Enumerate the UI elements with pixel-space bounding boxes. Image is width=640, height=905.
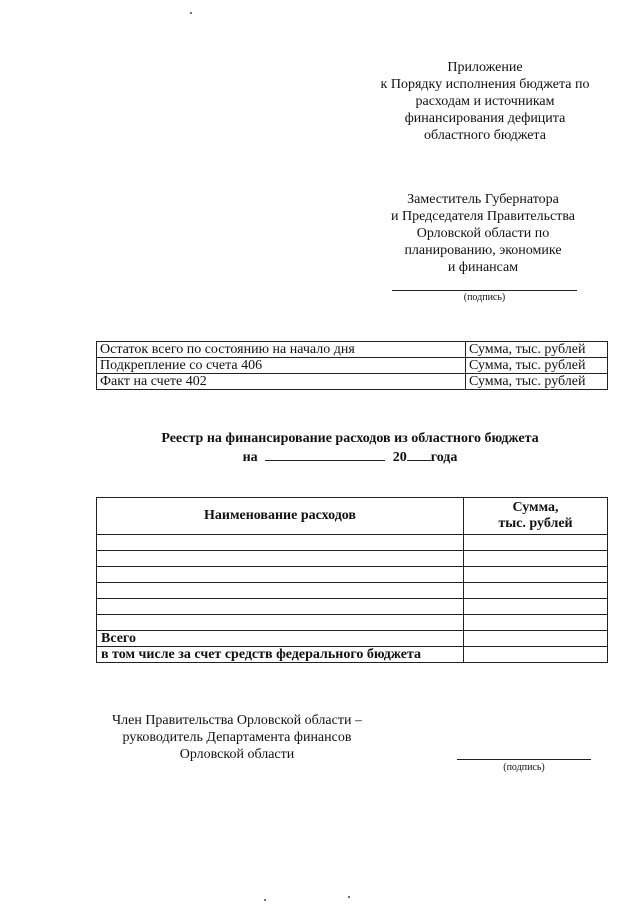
approval-line: Приложение — [447, 60, 523, 75]
col-header-sum — [464, 498, 608, 535]
approval-line: финансирования дефицита — [404, 111, 566, 126]
balance-label: Остаток всего по состоянию на начало дня — [97, 342, 466, 358]
table-cell — [97, 599, 464, 615]
registry-year-prefix: 20 — [392, 450, 407, 465]
approval-line: расходам и источникам — [415, 94, 555, 109]
member-line: Член Правительства Орловской области – — [112, 713, 362, 728]
deputy-line: и финансам — [447, 260, 519, 275]
balance-table — [96, 341, 608, 390]
scan-speck — [190, 12, 192, 14]
registry-year-suffix: года — [430, 450, 458, 465]
table-row — [97, 358, 608, 374]
table-cell — [464, 551, 608, 567]
table-header-row — [97, 498, 608, 535]
table-cell — [464, 615, 608, 631]
deputy-line: Заместитель Губернатора — [407, 192, 559, 207]
member-line: руководитель Департамента финансов — [122, 730, 352, 745]
approval-block — [360, 59, 610, 144]
table-cell — [97, 551, 464, 567]
table-cell — [464, 535, 608, 551]
balance-label: Факт на счете 402 — [97, 374, 466, 390]
registry-title-text: Реестр на финансирование расходов из областного бюджета — [161, 431, 539, 446]
table-cell — [464, 583, 608, 599]
col-header-sum-line1: Сумма, — [512, 500, 559, 515]
total-row — [97, 631, 608, 647]
deputy-signature-caption: (подпись) — [463, 292, 506, 303]
approval-line: областного бюджета — [424, 128, 546, 143]
table-cell — [464, 567, 608, 583]
deputy-line: планированию, экономике — [404, 243, 562, 258]
table-row — [97, 374, 608, 390]
member-signature-caption: (подпись) — [503, 762, 545, 773]
balance-value: Сумма, тыс. рублей — [466, 358, 608, 374]
registry-title — [90, 430, 610, 467]
deputy-line: Орловской области по — [416, 226, 550, 241]
member-line: Орловской области — [179, 747, 295, 762]
balance-label: Подкрепление со счета 406 — [97, 358, 466, 374]
balance-value: Сумма, тыс. рублей — [466, 374, 608, 390]
table-row — [97, 535, 608, 551]
table-row — [97, 342, 608, 358]
col-header-sum-line2: тыс. рублей — [498, 516, 573, 531]
scan-speck — [264, 899, 266, 901]
table-cell — [97, 615, 464, 631]
member-signature-line — [457, 759, 591, 760]
registry-date-blank — [265, 448, 385, 461]
federal-value — [464, 647, 608, 663]
expense-table — [96, 497, 608, 663]
member-block — [92, 712, 382, 763]
deputy-block — [372, 191, 594, 276]
federal-row — [97, 647, 608, 663]
balance-value: Сумма, тыс. рублей — [466, 342, 608, 358]
table-cell — [97, 567, 464, 583]
table-row — [97, 567, 608, 583]
table-row — [97, 583, 608, 599]
scan-speck — [348, 896, 350, 898]
registry-date-line — [90, 448, 610, 467]
approval-line: к Порядку исполнения бюджета по — [380, 77, 590, 92]
table-row — [97, 615, 608, 631]
table-cell — [464, 599, 608, 615]
registry-date-prefix: на — [242, 450, 258, 465]
table-cell — [97, 583, 464, 599]
col-header-name: Наименование расходов — [97, 498, 464, 535]
total-value — [464, 631, 608, 647]
registry-year-blank — [407, 448, 431, 461]
table-row — [97, 551, 608, 567]
total-label: Всего — [97, 631, 464, 647]
table-cell — [97, 535, 464, 551]
deputy-signature-line — [392, 290, 577, 291]
table-row — [97, 599, 608, 615]
deputy-line: и Председателя Правительства — [390, 209, 575, 224]
federal-label: в том числе за счет средств федерального бюджета — [97, 647, 464, 663]
